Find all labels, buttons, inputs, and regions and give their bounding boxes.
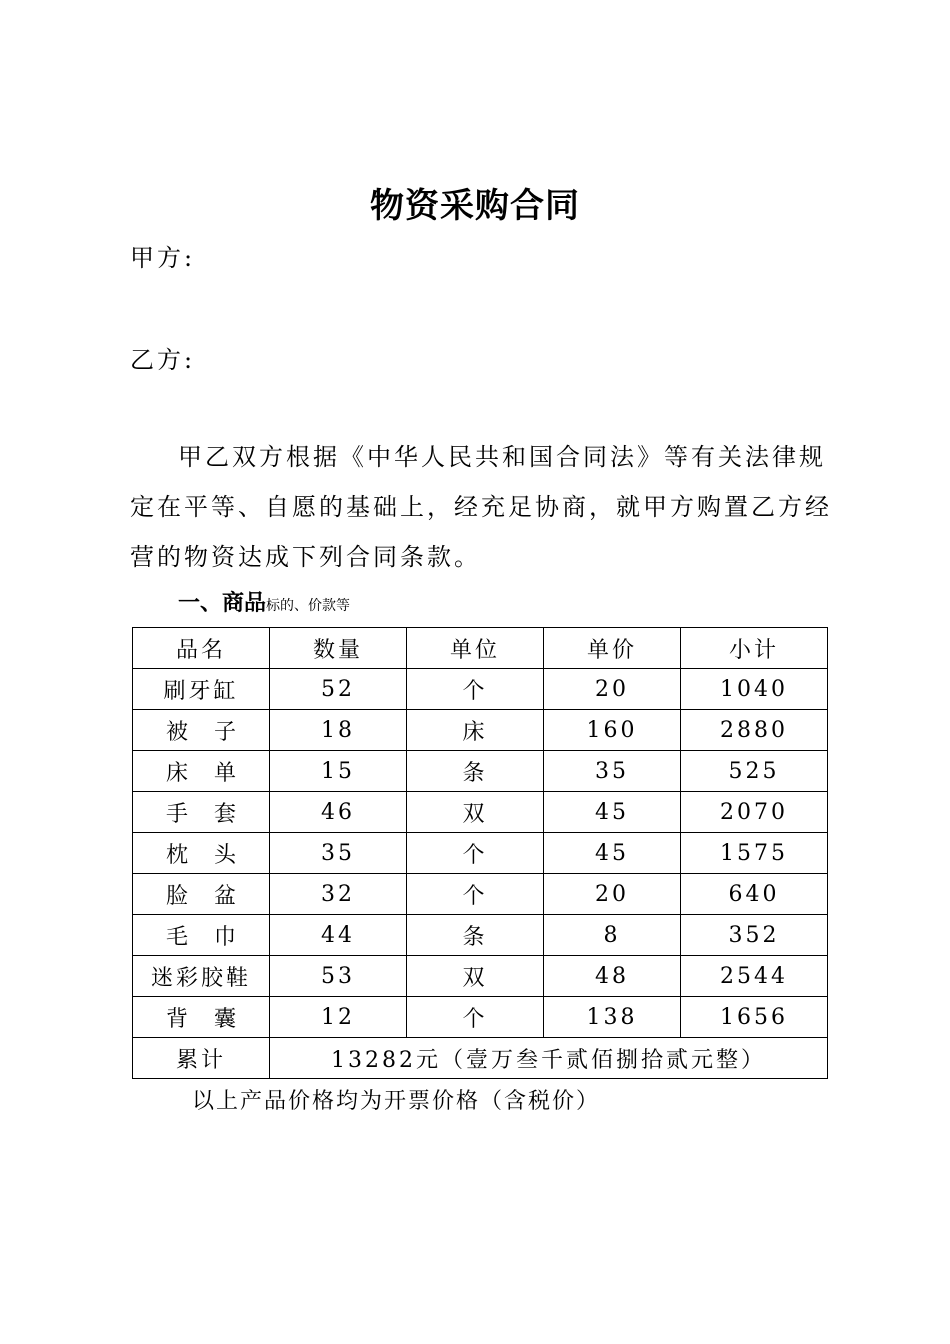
document-title: 物资采购合同 — [370, 186, 580, 226]
cell-subtotal: 1575 — [681, 833, 828, 874]
table-header-row — [133, 628, 828, 669]
cell-unit: 双 — [407, 792, 544, 833]
cell-name: 迷彩胶鞋 — [133, 956, 270, 997]
header-name: 品名 — [133, 628, 270, 669]
cell-quantity: 18 — [270, 710, 407, 751]
goods-table — [132, 627, 828, 1079]
cell-unit-price: 138 — [544, 997, 681, 1038]
table-total-row — [133, 1038, 828, 1079]
cell-name: 枕头 — [133, 833, 270, 874]
party-b-label: 乙方: — [130, 346, 196, 374]
table-row — [133, 833, 828, 874]
table-row — [133, 956, 828, 997]
cell-subtotal: 2544 — [681, 956, 828, 997]
header-unit-price: 单价 — [544, 628, 681, 669]
cell-quantity: 32 — [270, 874, 407, 915]
cell-subtotal: 1040 — [681, 669, 828, 710]
cell-unit-price: 48 — [544, 956, 681, 997]
cell-unit: 个 — [407, 997, 544, 1038]
cell-unit: 个 — [407, 833, 544, 874]
cell-quantity: 15 — [270, 751, 407, 792]
cell-name: 毛巾 — [133, 915, 270, 956]
table-row — [133, 792, 828, 833]
cell-unit-price: 45 — [544, 792, 681, 833]
total-value: 13282元（壹万叁千贰佰捌拾贰元整） — [270, 1038, 828, 1079]
cell-unit-price: 20 — [544, 669, 681, 710]
table-row — [133, 874, 828, 915]
table-row — [133, 915, 828, 956]
cell-subtotal: 525 — [681, 751, 828, 792]
cell-unit: 个 — [407, 669, 544, 710]
cell-name: 手套 — [133, 792, 270, 833]
header-subtotal: 小计 — [681, 628, 828, 669]
total-label: 累计 — [133, 1038, 270, 1079]
cell-unit-price: 160 — [544, 710, 681, 751]
cell-unit: 床 — [407, 710, 544, 751]
cell-name: 刷牙缸 — [133, 669, 270, 710]
cell-unit-price: 35 — [544, 751, 681, 792]
cell-subtotal: 2880 — [681, 710, 828, 751]
cell-quantity: 12 — [270, 997, 407, 1038]
price-note: 以上产品价格均为开票价格（含税价） — [192, 1089, 601, 1114]
cell-name: 脸盆 — [133, 874, 270, 915]
cell-unit-price: 8 — [544, 915, 681, 956]
cell-quantity: 44 — [270, 915, 407, 956]
party-a-label: 甲方: — [130, 244, 196, 272]
cell-subtotal: 640 — [681, 874, 828, 915]
table-row — [133, 710, 828, 751]
cell-unit: 条 — [407, 915, 544, 956]
table-row — [133, 751, 828, 792]
section-heading-main: 一、商品 — [178, 591, 267, 616]
cell-name: 背囊 — [133, 997, 270, 1038]
cell-quantity: 35 — [270, 833, 407, 874]
intro-paragraph: 甲乙双方根据《中华人民共和国合同法》等有关法律规定在平等、自愿的基础上，经充足协商，就甲方购置乙方经营的物资达成下列合同条款。 — [130, 443, 832, 571]
header-quantity: 数量 — [270, 628, 407, 669]
cell-name: 床单 — [133, 751, 270, 792]
table-row — [133, 997, 828, 1038]
table-row — [133, 669, 828, 710]
cell-quantity: 52 — [270, 669, 407, 710]
cell-subtotal: 352 — [681, 915, 828, 956]
cell-quantity: 53 — [270, 956, 407, 997]
header-unit: 单位 — [407, 628, 544, 669]
cell-unit-price: 45 — [544, 833, 681, 874]
cell-unit-price: 20 — [544, 874, 681, 915]
section-heading-sub: 标的、价款等 — [266, 598, 351, 614]
cell-unit: 双 — [407, 956, 544, 997]
cell-unit: 条 — [407, 751, 544, 792]
section-heading — [178, 586, 350, 617]
cell-quantity: 46 — [270, 792, 407, 833]
cell-name: 被子 — [133, 710, 270, 751]
cell-subtotal: 2070 — [681, 792, 828, 833]
cell-subtotal: 1656 — [681, 997, 828, 1038]
cell-unit: 个 — [407, 874, 544, 915]
